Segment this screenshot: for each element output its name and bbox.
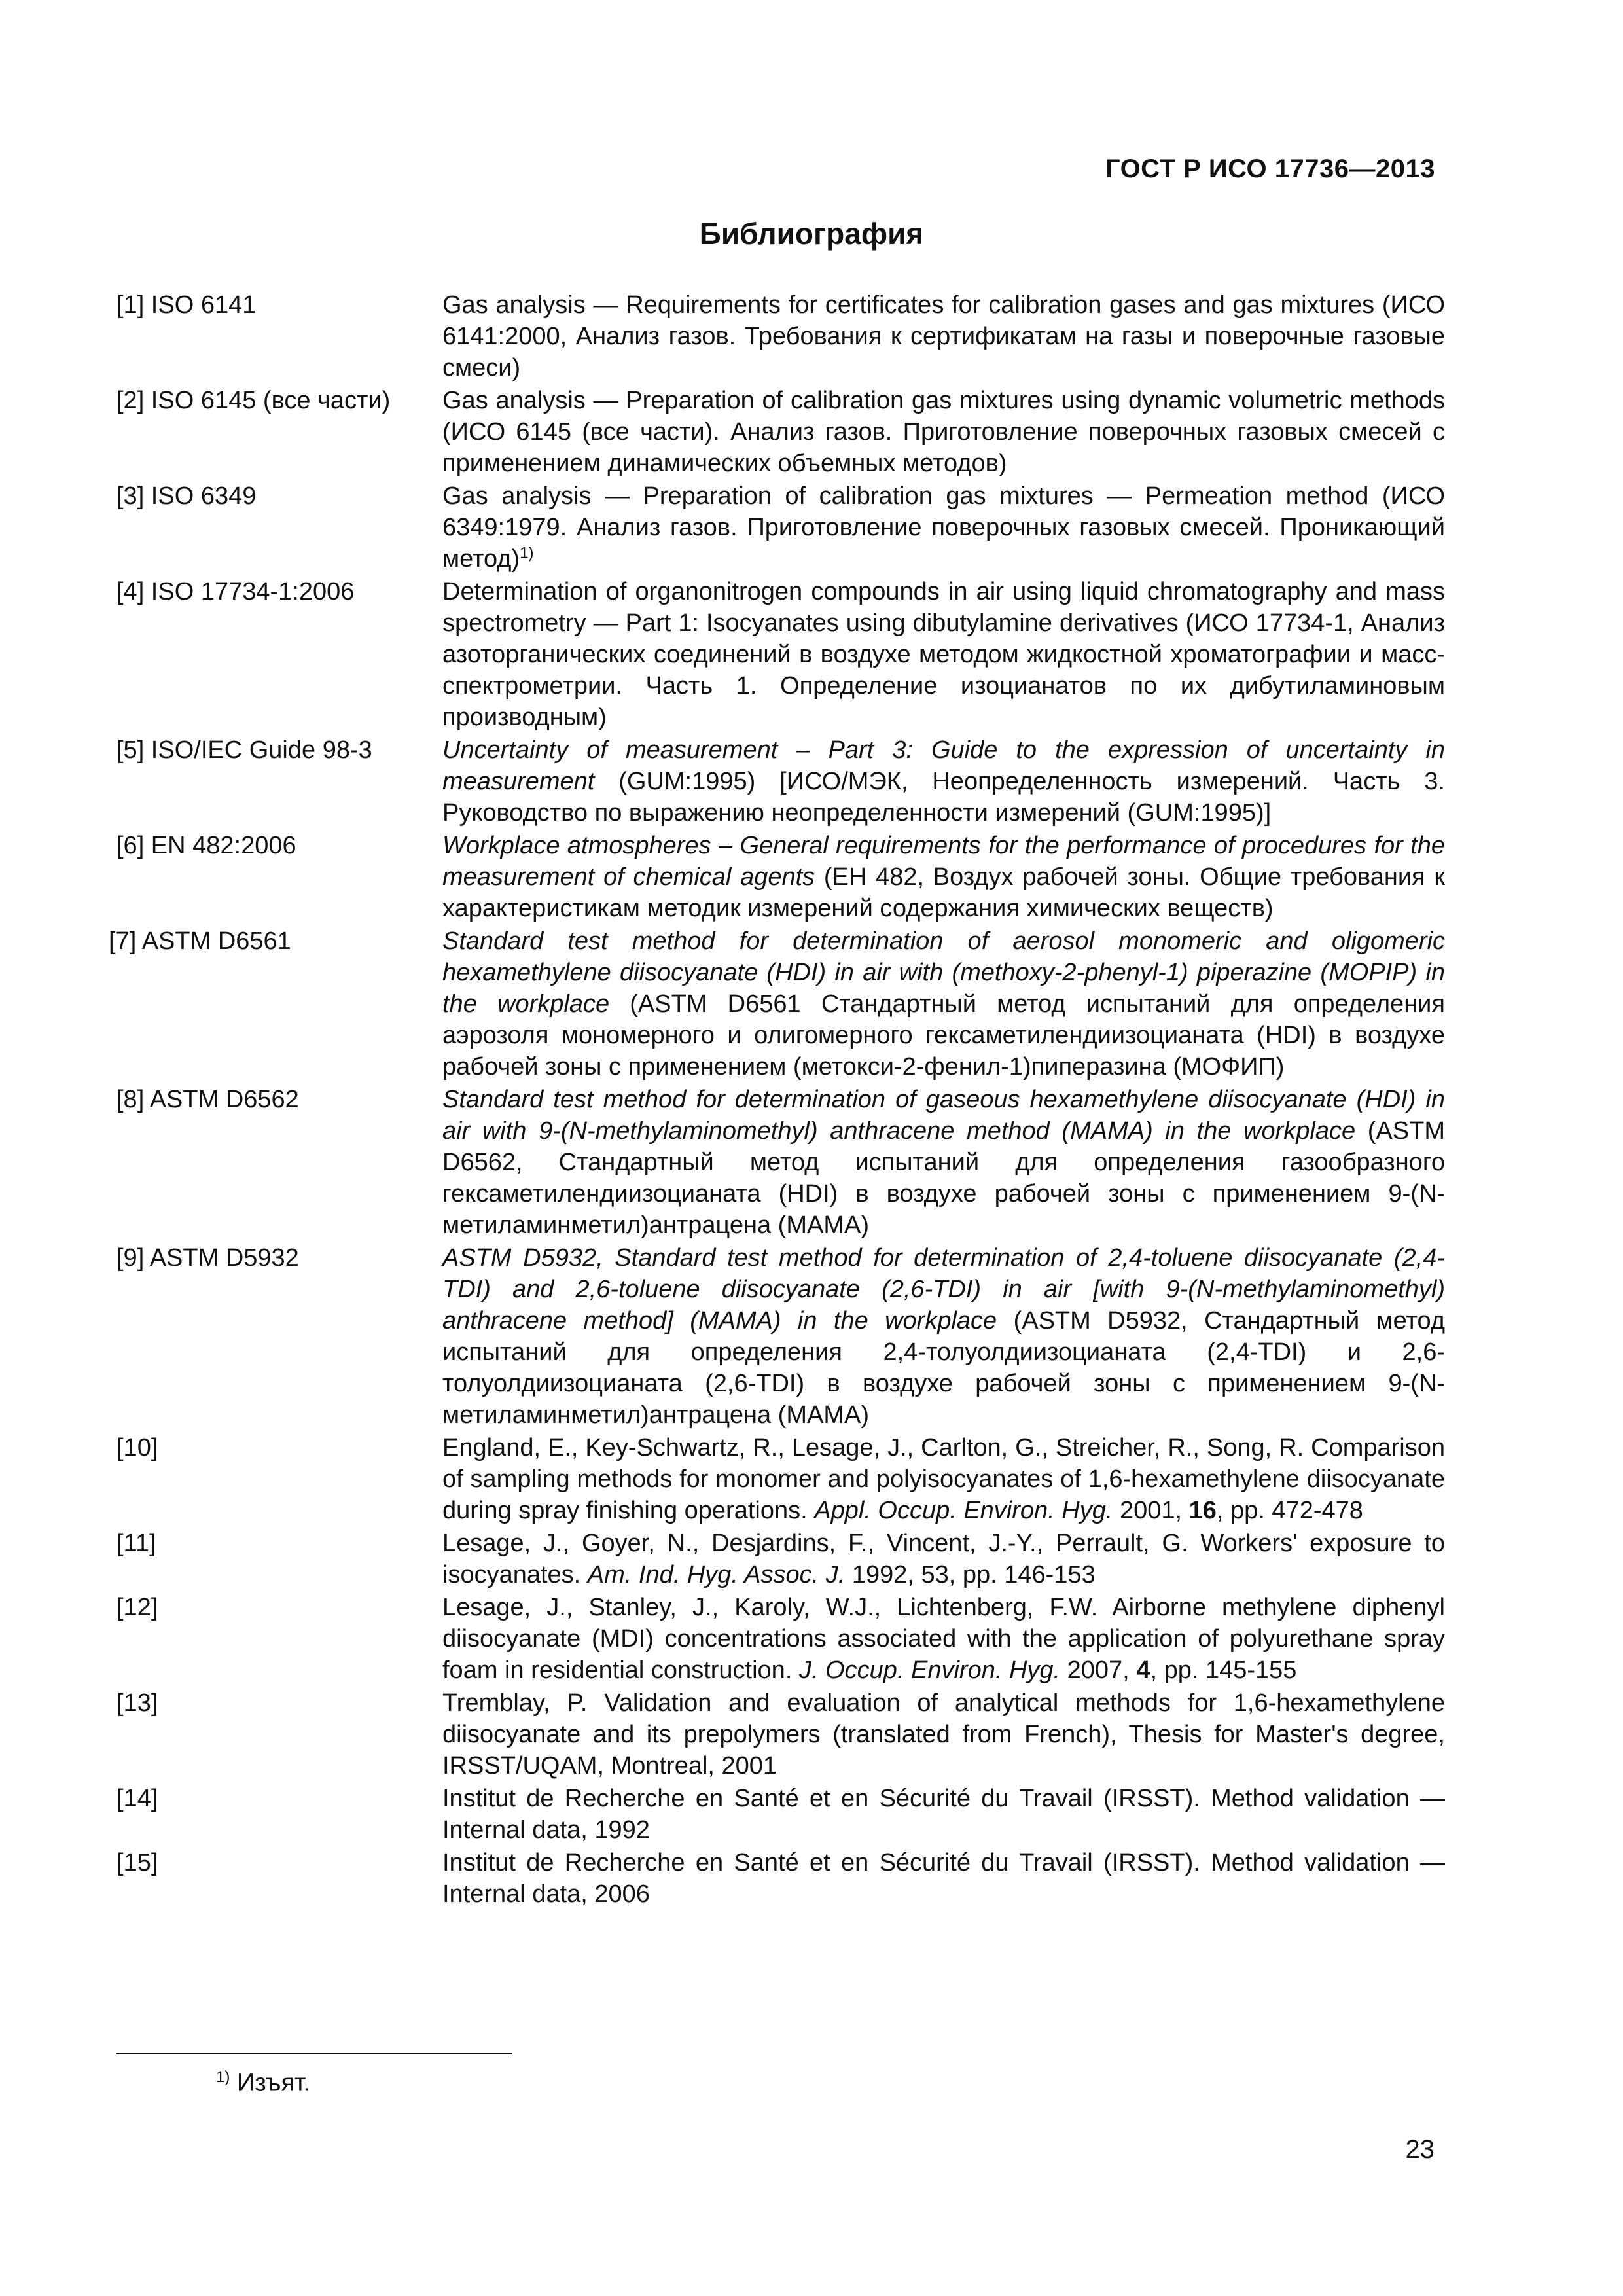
reference-description	[442, 385, 1445, 479]
bibliography-entry	[116, 480, 1445, 575]
reference-description	[442, 289, 1445, 384]
bibliography-entry	[116, 1084, 1445, 1241]
page-title: Библиография	[699, 217, 924, 251]
text-segment: Gas analysis — Requirements for certificates for calibration gases and gas mixtures (ИСО 6141:2000, Анализ газов. Требования к сертификатам на газы и поверочные газовые смеси)	[442, 291, 1445, 382]
text-segment: 1992, 53, pp. 146-153	[845, 1561, 1096, 1588]
reference-number: [5] ISO/IEC Guide 98-3	[116, 736, 372, 764]
reference-description	[442, 1432, 1445, 1526]
reference-description	[442, 1783, 1445, 1846]
italic-title-segment: Uncertainty of measurement – Part 3: Guide to the expression of uncertainty in measurement	[442, 736, 1445, 795]
reference-description	[442, 1687, 1445, 1782]
reference-number: [4] ISO 17734-1:2006	[116, 578, 355, 605]
text-segment: Gas analysis — Preparation of calibration gas mixtures — Permeation method (ИСО 6349:1979. Анализ газов. Приготовление поверочных газовых смесей. Проникающий метод)	[442, 482, 1445, 573]
text-segment: (ASTM D6562, Стандартный метод испытаний для определения газообразного гексаметилендиизоцианата (HDI) в воздухе рабочей зоны с применением 9-(N-метиламинметил)антрацена (МАМА)	[442, 1117, 1445, 1239]
bibliography-entry	[116, 734, 1445, 829]
bold-volume-segment: 4	[1136, 1657, 1150, 1684]
reference-number: [1] ISO 6141	[116, 291, 257, 319]
reference-description	[442, 1592, 1445, 1686]
reference-description	[442, 1084, 1445, 1241]
bibliography-entry	[116, 1432, 1445, 1526]
reference-description	[442, 925, 1445, 1083]
bibliography-entry	[116, 830, 1445, 924]
text-segment: Institut de Recherche en Santé et en Sécurité du Travail (IRSST). Method validation — Internal data, 1992	[442, 1785, 1445, 1844]
bibliography-entry	[116, 576, 1445, 733]
bibliography-entry	[116, 1783, 1445, 1846]
text-segment: , pp. 472-478	[1216, 1497, 1363, 1524]
reference-number: [11]	[116, 1530, 156, 1557]
reference-description	[442, 830, 1445, 924]
text-segment: (ASTM D6561 Стандартный метод испытаний для определения аэрозоля мономерного и олигомерного гексаметилендиизоцианата (HDI) в воздухе рабочей зоны с применением (метокси-2-фенил-1)пиперазина (МОФИП)	[442, 990, 1445, 1081]
reference-number: [12]	[116, 1594, 158, 1621]
reference-number: [3] ISO 6349	[116, 482, 257, 510]
italic-title-segment: Standard test method for determination of gaseous hexamethylene diisocyanate (HDI) in air with 9-(N-methylaminomethyl) anthracene method (MAMA) in the workplace	[442, 1086, 1445, 1145]
text-segment: Lesage, J., Stanley, J., Karoly, W.J., Lichtenberg, F.W. Airborne methylene diphenyl diisocyanate (MDI) concentrations associated with the application of polyurethane spray foam in residential construction.	[442, 1594, 1445, 1684]
text-segment: (ASTM D5932, Стандартный метод испытаний для определения 2,4-толуолдиизоцианата (2,4-TDI) и 2,6-толуолдиизоцианата (2,6-TDI) в воздухе рабочей зоны с применением 9-(N-метиламинметил)антрацена (МАМА)	[442, 1307, 1446, 1429]
text-segment: Tremblay, P. Validation and evaluation of analytical methods for 1,6-hexamethylene diisocyanate and its prepolymers (translated from French), Thesis for Master's degree, IRSST/UQAM, Montreal, 2001	[442, 1689, 1445, 1780]
bibliography-entry	[116, 1592, 1445, 1686]
reference-description	[442, 1528, 1445, 1590]
text-segment: Institut de Recherche en Santé et en Sécurité du Travail (IRSST). Method validation — Internal data, 2006	[442, 1849, 1445, 1908]
reference-description	[442, 576, 1445, 733]
reference-number: [14]	[116, 1785, 158, 1812]
footnote-reference: 1)	[520, 544, 534, 562]
reference-description	[442, 734, 1445, 829]
italic-title-segment: J. Occup. Environ. Hyg.	[798, 1657, 1061, 1684]
bibliography-entry	[109, 925, 1445, 1083]
page-number: 23	[1405, 2135, 1435, 2164]
text-segment: Gas analysis — Preparation of calibration gas mixtures using dynamic volumetric methods (ИСО 6145 (все части). Анализ газов. Приготовление поверочных газовых смесей с применением динамических объемных методов)	[442, 387, 1445, 477]
text-segment: England, E., Key-Schwartz, R., Lesage, J., Carlton, G., Streicher, R., Song, R. Comparison of sampling methods for monomer and polyisocyanates of 1,6-hexamethylene diisocyanate during spray finishing operations.	[442, 1434, 1445, 1524]
footnote-mark: 1)	[216, 2068, 230, 2086]
footnote	[216, 2068, 310, 2098]
italic-title-segment: Workplace atmospheres – General requirements for the performance of procedures for the measurement of chemical agents	[442, 832, 1445, 891]
italic-title-segment: ASTM D5932, Standard test method for determination of 2,4-toluene diisocyanate (2,4-TDI) and 2,6-toluene diisocyanate (2,6-TDI) in air [with 9-(N-methylaminomethyl) anthracene method] (MAMA) in the workplace	[442, 1244, 1445, 1335]
bold-volume-segment: 16	[1188, 1497, 1217, 1524]
text-segment: (ЕН 482, Воздух рабочей зоны. Общие требования к характеристикам методик измерений содержания химических веществ)	[442, 863, 1445, 922]
bibliography-entry	[116, 1687, 1445, 1782]
reference-number: [6] EN 482:2006	[116, 832, 296, 859]
reference-number: [13]	[116, 1689, 158, 1717]
document-code-header: ГОСТ Р ИСО 17736—2013	[1105, 154, 1435, 183]
text-segment: 2007,	[1060, 1657, 1137, 1684]
bibliography-entry	[116, 1242, 1445, 1431]
text-segment: , pp. 145-155	[1150, 1657, 1297, 1684]
reference-number: [2] ISO 6145 (все части)	[116, 387, 391, 414]
reference-number: [9] ASTM D5932	[116, 1244, 299, 1272]
bibliography-entry	[116, 289, 1445, 384]
reference-description	[442, 1847, 1445, 1910]
reference-description	[442, 480, 1445, 575]
bibliography-entry	[116, 1847, 1445, 1910]
italic-title-segment: Am. Ind. Hyg. Assoc. J.	[587, 1561, 846, 1588]
reference-number: [7] ASTM D6561	[109, 927, 291, 955]
reference-description	[442, 1242, 1445, 1431]
italic-title-segment: Standard test method for determination of aerosol monomeric and oligomeric hexamethylene diisocyanate (HDI) in air with (methoxy-2-phenyl-1) piperazine (MOPIP) in the workplace	[442, 927, 1445, 1018]
bibliography-entry	[116, 385, 1445, 479]
text-segment: Lesage, J., Goyer, N., Desjardins, F., Vincent, J.-Y., Perrault, G. Workers' exposure to isocyanates.	[442, 1530, 1445, 1588]
text-segment: 2001,	[1113, 1497, 1189, 1524]
italic-title-segment: Appl. Occup. Environ. Hyg.	[814, 1497, 1113, 1524]
bibliography-list	[109, 289, 1446, 1910]
footnote-text: Изъят.	[236, 2069, 310, 2097]
text-segment: (GUM:1995) [ИСО/МЭК, Неопределенность измерений. Часть 3. Руководство по выражению неопределенности измерений (GUM:1995)]	[442, 768, 1445, 827]
bibliography-entry	[116, 1528, 1445, 1590]
reference-number: [10]	[116, 1434, 158, 1462]
reference-number: [15]	[116, 1849, 158, 1876]
reference-number: [8] ASTM D6562	[116, 1086, 299, 1113]
footnote-divider	[116, 2053, 512, 2054]
text-segment: Determination of organonitrogen compounds in air using liquid chromatography and mass spectrometry — Part 1: Isocyanates using dibutylamine derivatives (ИСО 17734-1, Анализ азоторганических соединений в воздухе методом жидкостной хроматографии и масс-спектрометрии. Часть 1. Определение изоцианатов по их дибутиламиновым производным)	[442, 578, 1445, 731]
